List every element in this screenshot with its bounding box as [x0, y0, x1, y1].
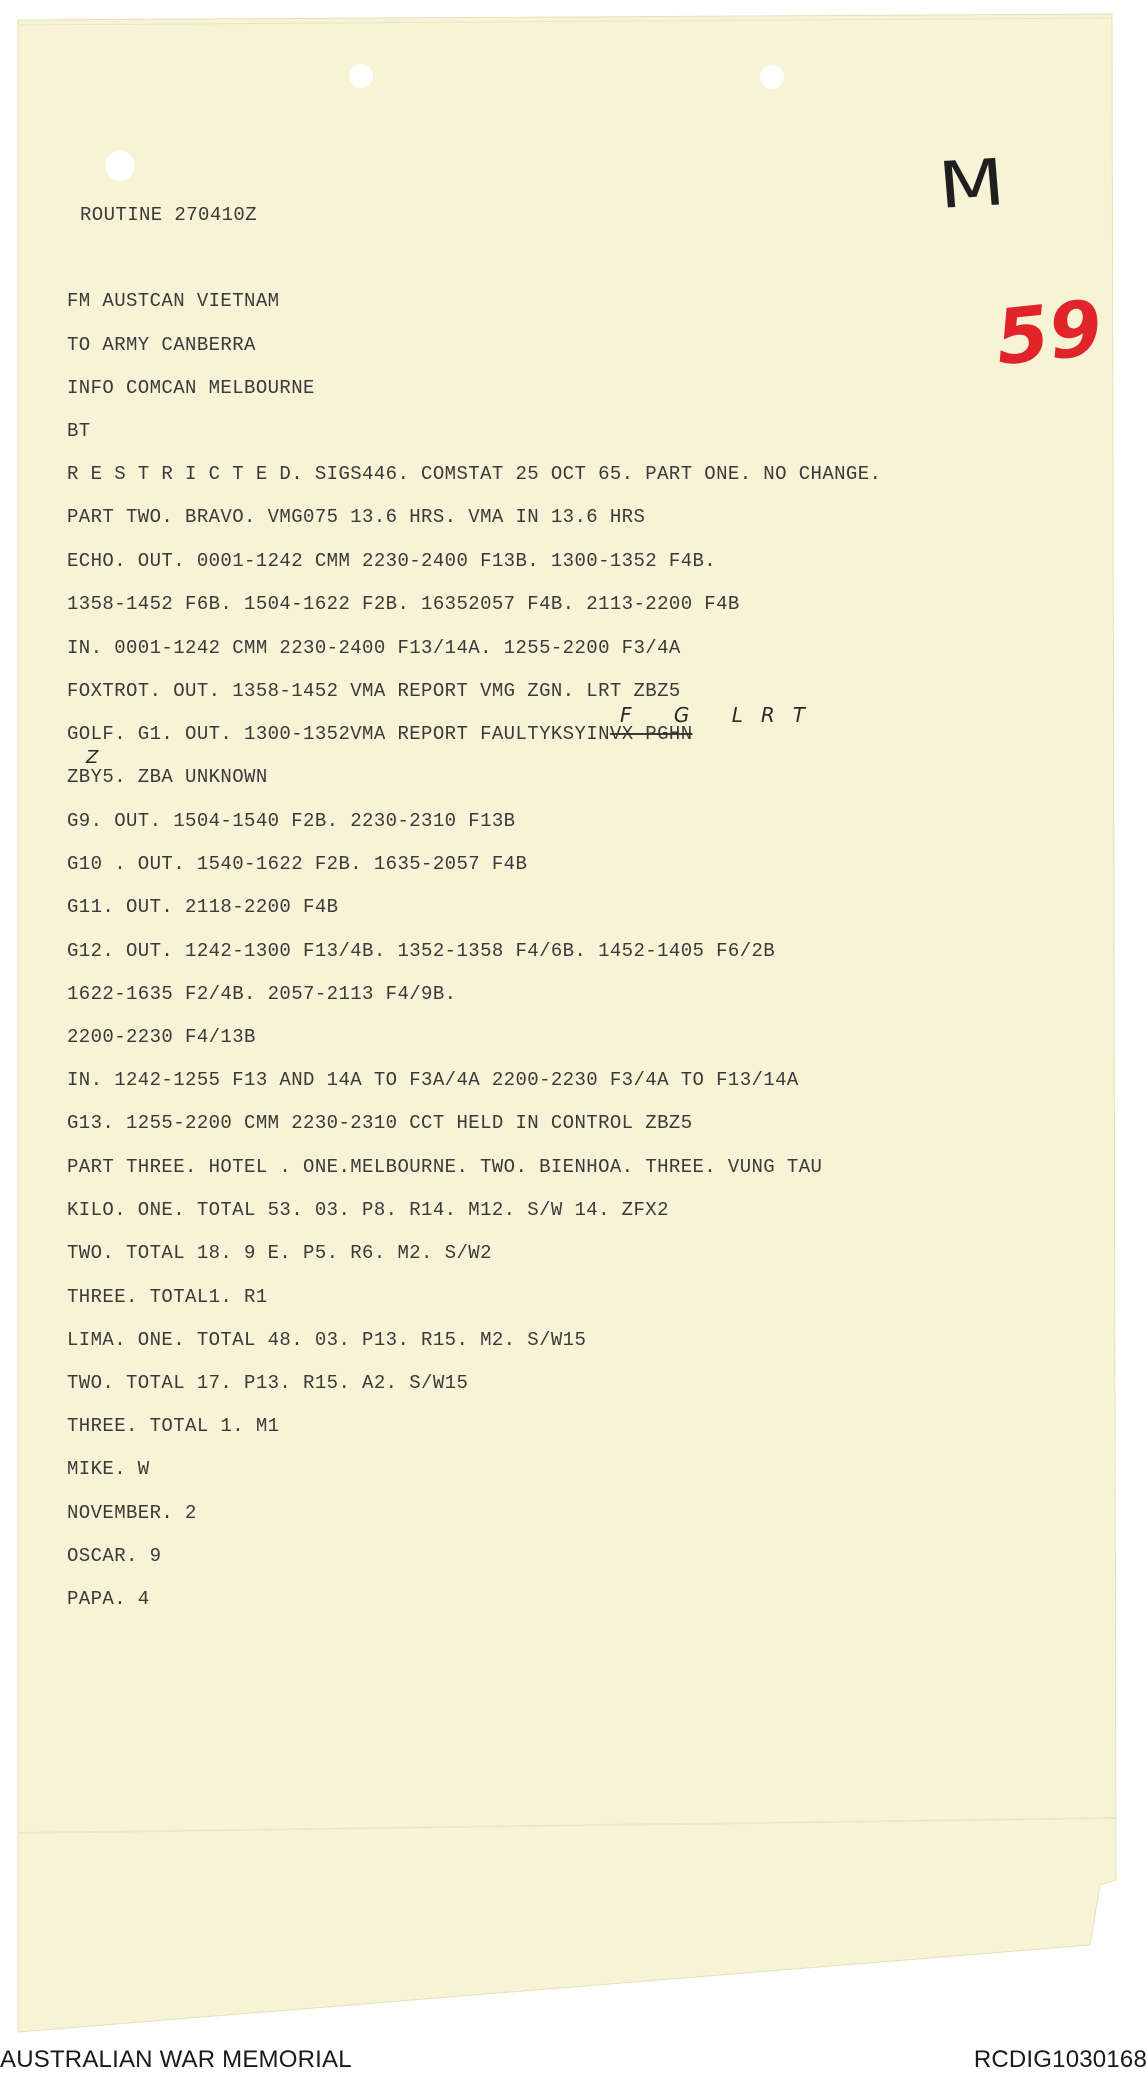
doc-line: TWO. TOTAL 17. P13. R15. A2. S/W15: [67, 1372, 469, 1394]
doc-line: NOVEMBER. 2: [67, 1502, 197, 1524]
doc-line: THREE. TOTAL 1. M1: [67, 1415, 280, 1437]
doc-line: G10 . OUT. 1540-1622 F2B. 1635-2057 F4B: [67, 853, 528, 875]
footer-record-id: RCDIG1030168: [973, 2046, 1147, 2073]
doc-line: FOXTROT. OUT. 1358-1452 VMA REPORT VMG ZGN. LRT ZBZ5: [67, 680, 681, 702]
doc-line: 2200-2230 F4/13B: [67, 1026, 256, 1048]
footer-archive-name: AUSTRALIAN WAR MEMORIAL: [0, 2046, 352, 2073]
doc-line: THREE. TOTAL1. R1: [67, 1286, 268, 1308]
doc-line: 1622-1635 F2/4B. 2057-2113 F4/9B.: [67, 983, 457, 1005]
handwritten-correction: F G LRT: [620, 703, 823, 727]
doc-line: IN. 0001-1242 CMM 2230-2400 F13/14A. 1255-2200 F3/4A: [67, 637, 681, 659]
doc-line: G9. OUT. 1504-1540 F2B. 2230-2310 F13B: [67, 810, 516, 832]
doc-line: MIKE. W: [67, 1458, 150, 1480]
doc-line-restricted: R E S T R I C T E D. SIGS446. COMSTAT 25 OCT 65. PART ONE. NO CHANGE.: [67, 463, 882, 485]
doc-line: PAPA. 4: [67, 1588, 150, 1610]
doc-line: 1358-1452 F6B. 1504-1622 F2B. 16352057 F4B. 2113-2200 F4B: [67, 593, 740, 615]
corner-mark: M: [935, 146, 1008, 224]
doc-line-to: TO ARMY CANBERRA: [67, 334, 256, 356]
doc-line: ZBY5. ZBA UNKNOWN: [67, 766, 268, 788]
doc-line: PART TWO. BRAVO. VMG075 13.6 HRS. VMA IN 13.6 HRS: [67, 506, 646, 528]
doc-line-from: FM AUSTCAN VIETNAM: [67, 290, 280, 312]
doc-line: IN. 1242-1255 F13 AND 14A TO F3A/4A 2200-2230 F3/4A TO F13/14A: [67, 1069, 799, 1091]
doc-line: KILO. ONE. TOTAL 53. 03. P8. R14. M12. S/W 14. ZFX2: [67, 1199, 669, 1221]
doc-line: OSCAR. 9: [67, 1545, 162, 1567]
doc-line-routine: ROUTINE 270410Z: [80, 204, 258, 226]
doc-line: G12. OUT. 1242-1300 F13/4B. 1352-1358 F4/6B. 1452-1405 F6/2B: [67, 940, 776, 962]
handwritten-z: Z: [86, 747, 99, 768]
doc-line-golf: [67, 723, 693, 745]
doc-line: TWO. TOTAL 18. 9 E. P5. R6. M2. S/W2: [67, 1242, 492, 1264]
doc-line: LIMA. ONE. TOTAL 48. 03. P13. R15. M2. S/W15: [67, 1329, 587, 1351]
doc-line-bt: BT: [67, 420, 91, 442]
doc-line: G11. OUT. 2118-2200 F4B: [67, 896, 339, 918]
doc-line: G13. 1255-2200 CMM 2230-2310 CCT HELD IN CONTROL ZBZ5: [67, 1112, 693, 1134]
doc-line: PART THREE. HOTEL . ONE.MELBOURNE. TWO. BIENHOA. THREE. VUNG TAU: [67, 1156, 823, 1178]
folio-number: 59: [991, 282, 1107, 383]
doc-line: ECHO. OUT. 0001-1242 CMM 2230-2400 F13B. 1300-1352 F4B.: [67, 550, 717, 572]
golf-line-text: GOLF. G1. OUT. 1300-1352VMA REPORT FAULTYKSYIN: [67, 723, 610, 745]
struck-text: VX PGHN: [609, 723, 693, 745]
doc-line-info: INFO COMCAN MELBOURNE: [67, 377, 315, 399]
